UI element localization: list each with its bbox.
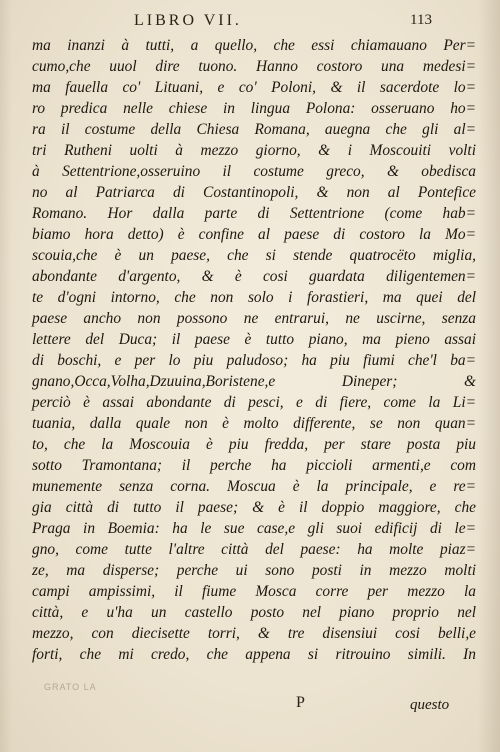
text-line: paese ancho non possono ne entrarui, ne uscirne, senza: [32, 310, 476, 327]
text-line: no al Patriarca di Costantinopoli, & non al Pontefice: [32, 184, 476, 201]
text-line: campi ampissimi, il fiume Mosca corre per mezzo la: [32, 583, 476, 600]
text-line: tri Rutheni uolti à mezzo giorno, & i Moscouiti volti: [32, 142, 476, 159]
text-line: Praga in Boemia: ha le sue case,e gli suoi edificij di le=: [32, 520, 476, 537]
text-line: città, e u'ha un castello posto nel piano proprio nel: [32, 604, 476, 621]
text-line: scouia,che è un paese, che si stende quatrocëto miglia,: [32, 247, 476, 264]
text-line: biamo hora detto) è confine al paese di costoro la Mo=: [32, 226, 476, 243]
text-line: Romano. Hor dalla parte di Settentrione (come hab=: [32, 205, 476, 222]
text-line: munemente senza corna. Moscua è la principale, e re=: [32, 478, 476, 495]
text-line: abondante d'argento, & è cosi guardata diligentemen=: [32, 268, 476, 285]
text-line: cumo,che uuol dire tuono. Hanno costoro una medesi=: [32, 58, 476, 75]
body-text: [32, 35, 476, 665]
faded-stamp: GRATO LA: [44, 682, 97, 692]
text-line: à Settentrione,osseruino il costume greco, & obedisca: [32, 163, 476, 180]
text-line: gia città di tutto il paese; & è il doppio maggiore, che: [32, 499, 476, 516]
text-line: ze, ma disperse; perche ui sono posti in mezzo molti: [32, 562, 476, 579]
text-line: gnano,Occa,Volha,Dzuuina,Boristene,e Dineper; &: [32, 373, 476, 390]
text-line: ma inanzi à tutti, a quello, che essi chiamauano Per=: [32, 37, 476, 54]
text-line: mezzo, con diecisette torri, & tre disensiui cosi belli,e: [32, 625, 476, 642]
catchword: questo: [410, 697, 450, 713]
text-line: tuania, dalla quale non è molto differente, se non quan=: [32, 415, 476, 432]
signature-mark: P: [296, 694, 305, 711]
text-line: to, che la Moscouia è piu fredda, per stare posta piu: [32, 436, 476, 453]
text-line: ra il costume della Chiesa Romana, auegna che gli al=: [32, 121, 476, 138]
text-line: sotto Tramontana; il perche ha piccioli armenti,e com: [32, 457, 476, 474]
text-line: te d'ogni intorno, che non solo i forastieri, ma quei del: [32, 289, 476, 306]
text-line: di boschi, e per lo piu paludoso; ha piu fiumi che'l ba=: [32, 352, 476, 369]
text-line: lettere del Duca; il paese è tutto piano, ma pieno assai: [32, 331, 476, 348]
running-head: LIBRO VII.: [134, 12, 242, 29]
page-number: 113: [410, 12, 432, 28]
text-line: gno, come tutte l'altre città del paese: ha molte piaz=: [32, 541, 476, 558]
text-line: forti, che mi credo, che appena si ritrouino simili. In: [32, 646, 476, 663]
text-line: ro predica nelle chiese in lingua Polona: osseruano ho=: [32, 100, 476, 117]
text-line: perciò è assai abondante di pesci, e di fiere, come la Li=: [32, 394, 476, 411]
text-line: ma fauella co' Lituani, e co' Poloni, & il sacerdote lo=: [32, 79, 476, 96]
